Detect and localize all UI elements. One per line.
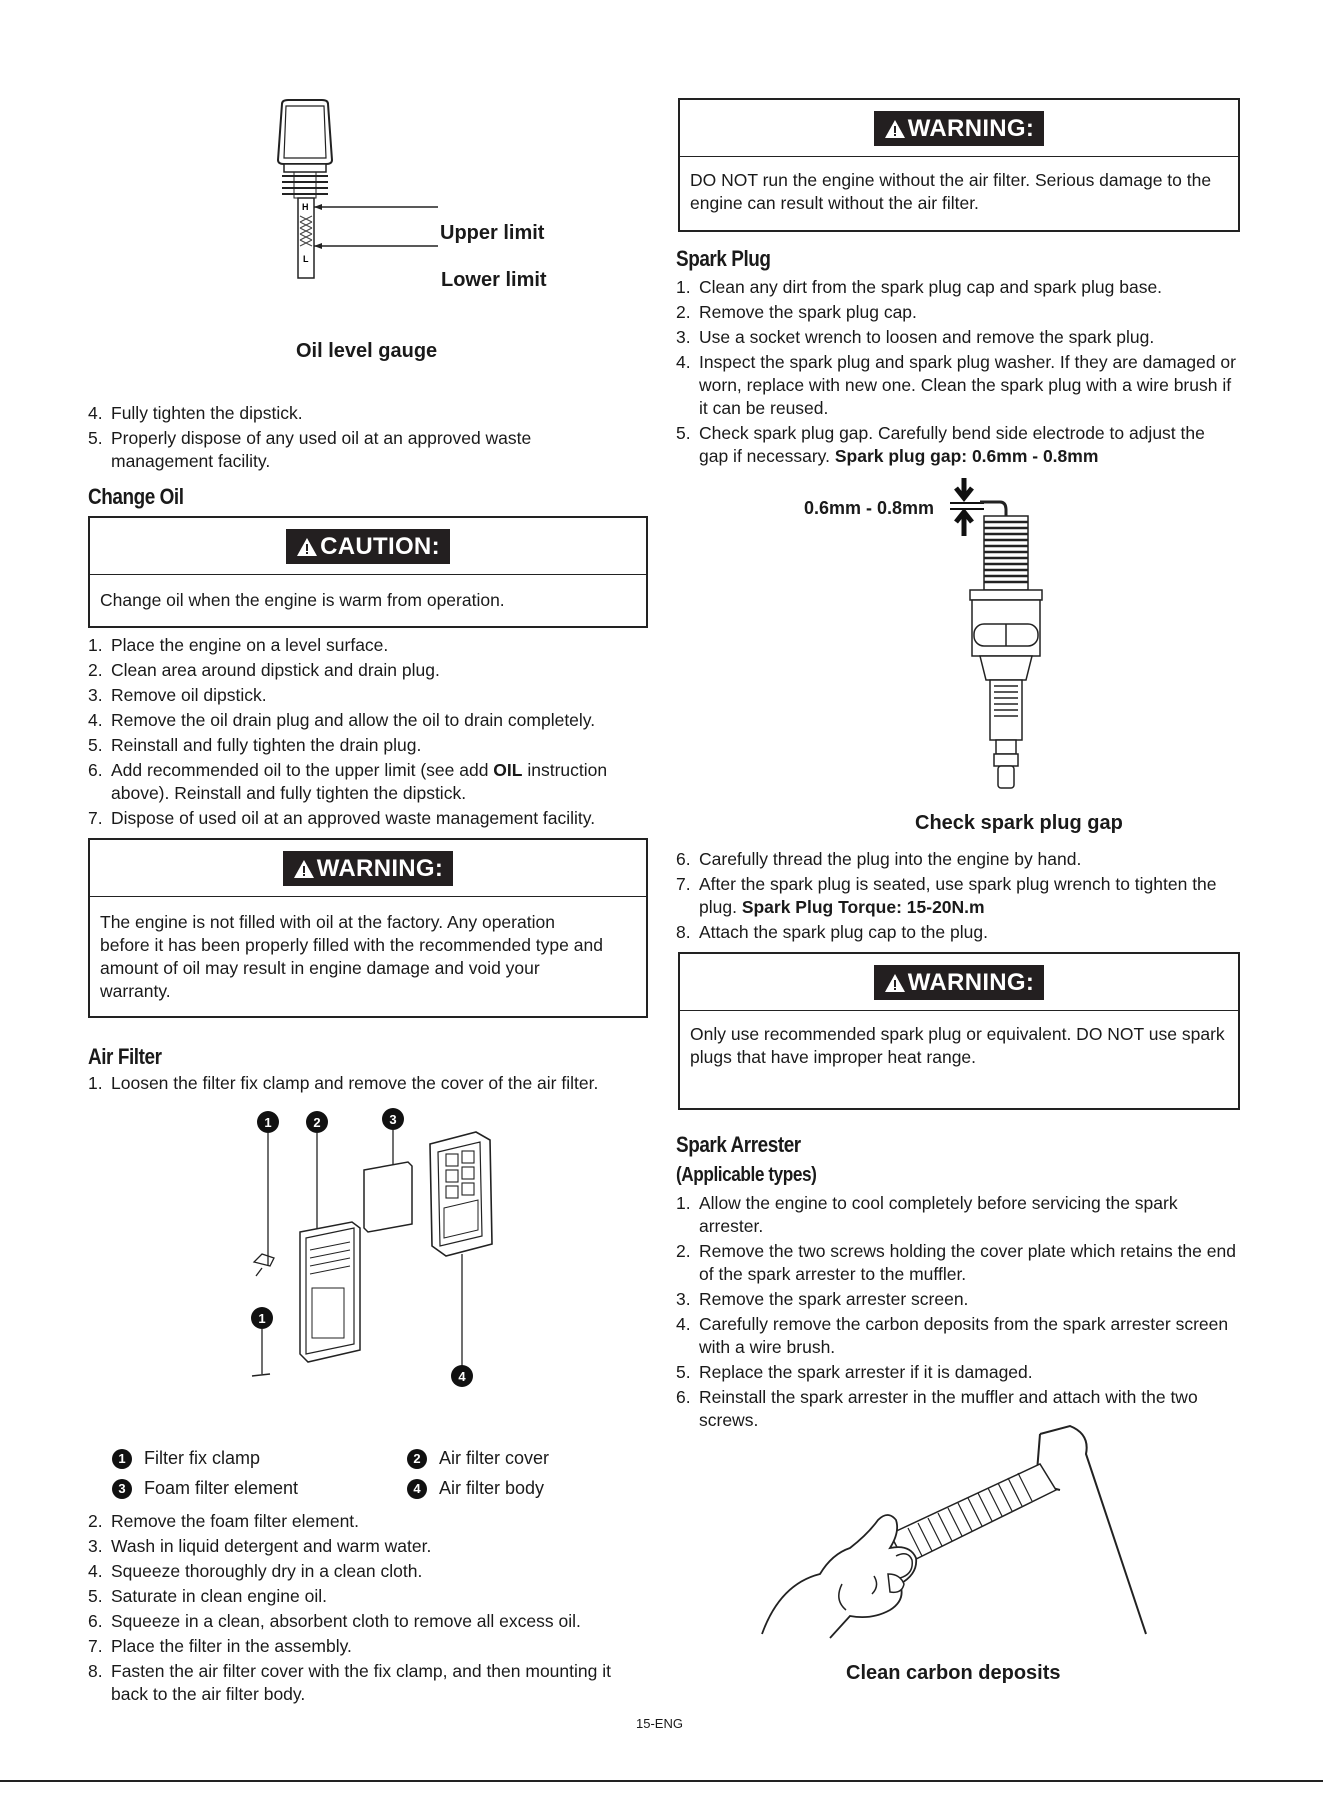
warning-triangle-icon — [296, 537, 318, 557]
list-item: 4. Fully tighten the dipstick. — [88, 403, 303, 423]
list-item: 8. Attach the spark plug cap to the plug. — [676, 922, 988, 942]
list-item: 2. Remove the foam filter element. — [88, 1511, 360, 1531]
spark-plug-warning-box — [678, 952, 1240, 1110]
air-filter-step-1 — [88, 1072, 648, 1097]
callout-2-label: 2 — [313, 1115, 321, 1130]
spark-arrester-subheading: (Applicable types) — [676, 1164, 817, 1186]
oil-gauge-caption: Oil level gauge — [296, 340, 438, 362]
callout-1-label: 1 — [264, 1115, 272, 1130]
spark-plug-steps — [676, 276, 1236, 470]
caution-text: Change oil when the engine is warm from operation. — [100, 590, 505, 610]
legend-number-1: 1 — [112, 1449, 132, 1469]
list-item: 7. After the spark plug is seated, use spark plug wrench to tighten the plug. Spark Plug Torque: 15-20N.m — [676, 874, 1217, 917]
dipstick-steps — [88, 402, 608, 475]
list-item: 6. Carefully thread the plug into the engine by hand. — [676, 849, 1082, 869]
list-item: 4. Squeeze thoroughly dry in a clean cloth. — [88, 1561, 423, 1581]
warning-badge: WARNING: — [283, 851, 453, 886]
list-item: 2. Remove the spark plug cap. — [676, 302, 917, 322]
list-item: 2. Clean area around dipstick and drain plug. — [88, 660, 440, 680]
list-item: 8. Fasten the air filter cover with the fix clamp, and then mounting it back to the air filter body. — [88, 1661, 611, 1704]
list-item: 5. Properly dispose of any used oil at an approved waste management facility. — [88, 428, 532, 471]
carbon-deposits-caption: Clean carbon deposits — [846, 1662, 1061, 1684]
list-item: 4. Carefully remove the carbon deposits from the spark arrester screen with a wire brush. — [676, 1314, 1229, 1357]
list-item: 5. Replace the spark arrester if it is damaged. — [676, 1362, 1033, 1382]
list-item: 1. Allow the engine to cool completely before servicing the spark arrester. — [676, 1193, 1178, 1236]
legend-number-4: 4 — [407, 1479, 427, 1499]
air-filter-warning-box — [678, 98, 1240, 232]
spark-plug-steps-2 — [676, 848, 1236, 946]
caution-badge: CAUTION: — [286, 529, 450, 564]
list-item: 5. Check spark plug gap. Carefully bend side electrode to adjust the gap if necessary. Spark plug gap: 0.6mm - 0.8mm — [676, 423, 1205, 466]
list-item: 7. Place the filter in the assembly. — [88, 1636, 352, 1656]
list-item: 7. Dispose of used oil at an approved waste management facility. — [88, 808, 596, 828]
list-item: 1. Loosen the filter fix clamp and remove the cover of the air filter. — [88, 1073, 599, 1093]
spark-plug-gap-caption: Check spark plug gap — [915, 812, 1123, 834]
spark-arrester-heading: Spark Arrester — [676, 1132, 801, 1157]
wire-brush-cleaning-illustration — [750, 1424, 1160, 1646]
list-item: 6. Add recommended oil to the upper limit (see add OIL instruction above). Reinstall and fully tighten the dipstick. — [88, 760, 608, 803]
spark-plug-illustration — [940, 476, 1050, 806]
callout-4-label: 4 — [458, 1369, 466, 1384]
callout-3-label: 3 — [389, 1112, 397, 1127]
list-item: 3. Remove oil dipstick. — [88, 685, 267, 705]
legend-number-3: 3 — [112, 1479, 132, 1499]
oil-warning-text: The engine is not filled with oil at the factory. Any operation before it has been properly filled with the recommended type and amount of oil may result in engine damage and void your warranty. — [100, 912, 603, 1001]
list-item: 6. Reinstall the spark arrester in the muffler and attach with the two screws. — [676, 1387, 1198, 1430]
list-item: 5. Reinstall and fully tighten the drain plug. — [88, 735, 422, 755]
list-item: 2. Remove the two screws holding the cover plate which retains the end of the spark arrester to the muffler. — [676, 1241, 1236, 1284]
upper-limit-label: Upper limit — [440, 222, 545, 244]
list-item: 4. Inspect the spark plug and spark plug washer. If they are damaged or worn, replace with new one. Clean the spark plug with a wire brush if it can be reused. — [676, 352, 1236, 418]
change-oil-steps — [88, 634, 648, 832]
list-item: 6. Squeeze in a clean, absorbent cloth to remove all excess oil. — [88, 1611, 581, 1631]
warning-triangle-icon — [293, 859, 315, 879]
air-filter-exploded-illustration — [240, 1104, 530, 1404]
spark-arrester-steps — [676, 1192, 1236, 1434]
spark-plug-heading: Spark Plug — [676, 246, 771, 271]
legend-item: 2 Air filter cover — [407, 1448, 549, 1469]
warning-triangle-icon — [884, 119, 906, 139]
warning-badge: WARNING: — [874, 111, 1044, 146]
page-number: 15-ENG — [636, 1716, 683, 1731]
spark-plug-warning-text: Only use recommended spark plug or equivalent. DO NOT use spark plugs that have improper heat range. — [690, 1024, 1225, 1067]
list-item: 3. Use a socket wrench to loosen and remove the spark plug. — [676, 327, 1155, 347]
air-filter-steps — [88, 1510, 648, 1708]
oil-level-gauge-illustration — [270, 98, 610, 318]
list-item: 1. Place the engine on a level surface. — [88, 635, 389, 655]
air-filter-heading: Air Filter — [88, 1044, 162, 1069]
warning-triangle-icon — [884, 973, 906, 993]
lower-limit-label: Lower limit — [441, 269, 547, 291]
legend-item: 3 Foam filter element — [112, 1478, 298, 1499]
change-oil-heading: Change Oil — [88, 484, 184, 509]
caution-box — [88, 516, 648, 628]
list-item: 4. Remove the oil drain plug and allow the oil to drain completely. — [88, 710, 596, 730]
callout-1b-label: 1 — [258, 1311, 266, 1326]
legend-number-2: 2 — [407, 1449, 427, 1469]
list-item: 5. Saturate in clean engine oil. — [88, 1586, 327, 1606]
legend-item: 1 Filter fix clamp — [112, 1448, 260, 1469]
gauge-h-mark: H — [302, 202, 309, 212]
gauge-l-mark: L — [303, 254, 309, 264]
bottom-divider — [0, 1780, 1323, 1782]
list-item: 3. Wash in liquid detergent and warm water. — [88, 1536, 432, 1556]
legend-item: 4 Air filter body — [407, 1478, 544, 1499]
gap-label: 0.6mm - 0.8mm — [804, 498, 935, 518]
oil-warning-box — [88, 838, 648, 1018]
warning-badge: WARNING: — [874, 965, 1044, 1000]
list-item: 3. Remove the spark arrester screen. — [676, 1289, 969, 1309]
list-item: 1. Clean any dirt from the spark plug cap and spark plug base. — [676, 277, 1163, 297]
air-filter-warning-text: DO NOT run the engine without the air filter. Serious damage to the engine can result without the air filter. — [690, 170, 1212, 213]
